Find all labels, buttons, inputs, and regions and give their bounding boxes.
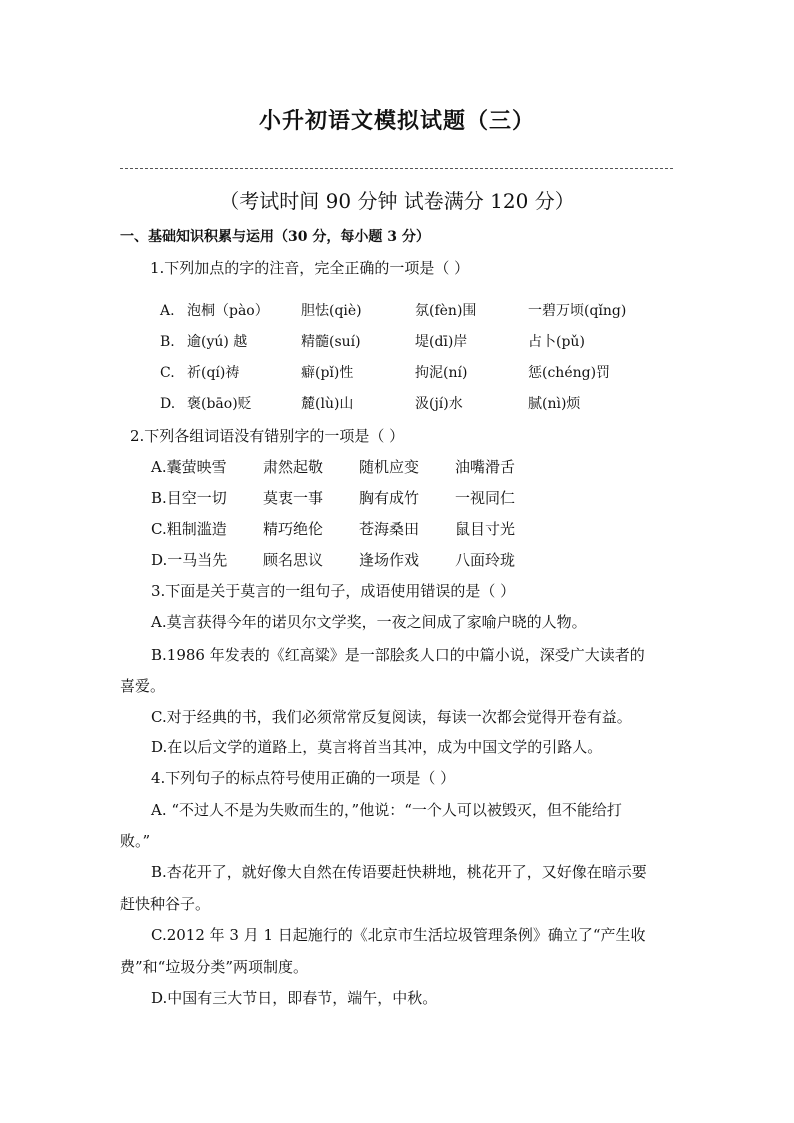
q1-option-label: D.: [160, 396, 176, 412]
q1-stem: 1.下列加点的字的注音，完全正确的一项是（ ）: [150, 259, 470, 277]
q1-option-label: C.: [160, 365, 175, 381]
q2-option-item: 随机应变: [359, 458, 420, 476]
q1-option-item: 胆怯(qiè): [301, 303, 362, 319]
q1-option-item: 惩(chéng)罚: [528, 365, 611, 381]
q2-option-item: C.粗制滥造: [151, 520, 227, 538]
q1-option-item: 癖(pǐ)性: [301, 365, 354, 381]
q2-option-item: 胸有成竹: [359, 489, 420, 507]
q3-option-d: D.在以后文学的道路上，莫言将首当其冲，成为中国文学的引路人。: [151, 738, 603, 756]
q3-option-a: A.莫言获得今年的诺贝尔文学奖，一夜之间成了家喻户晓的人物。: [151, 613, 587, 631]
q3-option-b-cont: 喜爱。: [120, 677, 166, 695]
q4-option-a-cont: 败。”: [120, 832, 151, 850]
q2-option-item: A.囊萤映雪: [151, 458, 227, 476]
q1-option-item: 占卜(pǔ): [528, 334, 585, 350]
q2-option-item: 苍海桑田: [359, 520, 420, 538]
section-heading: 一、基础知识积累与运用（30 分，每小题 3 分）: [120, 229, 430, 245]
q2-option-item: 莫衷一事: [263, 489, 324, 507]
q4-stem: 4.下列句子的标点符号使用正确的一项是（ ）: [151, 769, 456, 787]
q1-option-item: 堤(dī)岸: [415, 334, 468, 350]
q2-option-item: 肃然起敬: [263, 458, 324, 476]
q2-option-item: 油嘴滑舌: [455, 458, 516, 476]
q2-option-item: 顾名思议: [263, 551, 324, 569]
q1-option-item: 汲(jí)水: [415, 396, 463, 412]
q2-option-item: 精巧绝伦: [263, 520, 324, 538]
q1-option-item: 祈(qí)祷: [187, 365, 240, 381]
q1-option-label: B.: [160, 334, 175, 350]
q2-stem: 2.下列各组词语没有错别字的一项是（ ）: [130, 427, 405, 445]
q2-option-item: 逢场作戏: [359, 551, 420, 569]
q1-option-item: 一碧万顷(qǐng): [528, 303, 627, 319]
q3-stem: 3.下面是关于莫言的一组句子，成语使用错误的是（ ）: [151, 582, 516, 600]
q1-option-label: A.: [160, 303, 175, 319]
q1-option-item: 麓(lù)山: [301, 396, 354, 412]
q1-option-item: 泡桐（pào）: [187, 303, 269, 319]
q1-option-item: 氛(fèn)围: [415, 303, 477, 319]
q1-option-item: 褒(bāo)贬: [187, 396, 252, 412]
q1-option-item: 精髓(suí): [301, 334, 361, 350]
q2-option-item: D.一马当先: [151, 551, 228, 569]
q1-option-item: 逾(yú) 越: [187, 334, 248, 350]
q3-option-b: B.1986 年发表的《红高粱》是一部脍炙人口的中篇小说，深受广大读者的: [151, 646, 645, 664]
q3-option-c: C.对于经典的书，我们必须常常反复阅读，每读一次都会觉得开卷有益。: [151, 708, 632, 726]
dashed-divider: [120, 168, 673, 169]
q4-option-a: A. “不过人不是为失败而生的，”他说：“一个人可以被毁灭，但不能给打: [151, 801, 622, 819]
exam-info: （考试时间 90 分钟 试卷满分 120 分）: [219, 189, 575, 213]
page-title: 小升初语文模拟试题（三）: [258, 108, 535, 134]
q4-option-b-cont: 赶快种谷子。: [120, 895, 211, 913]
q4-option-c-cont: 费”和“垃圾分类”两项制度。: [120, 958, 309, 976]
q2-option-item: 一视同仁: [455, 489, 516, 507]
q1-option-item: 腻(nì)烦: [528, 396, 581, 412]
q4-option-c: C.2012 年 3 月 1 日起施行的《北京市生活垃圾管理条例》确立了“产生收: [151, 926, 646, 944]
q4-option-b: B.杏花开了，就好像大自然在传语要赶快耕地，桃花开了，又好像在暗示要: [151, 863, 647, 881]
q2-option-item: 八面玲珑: [455, 551, 516, 569]
q2-option-item: 鼠目寸光: [455, 520, 516, 538]
q1-option-item: 拘泥(ní): [415, 365, 468, 381]
q2-option-item: B.目空一切: [151, 489, 227, 507]
q4-option-d: D.中国有三大节日，即春节，端午，中秋。: [151, 989, 438, 1007]
